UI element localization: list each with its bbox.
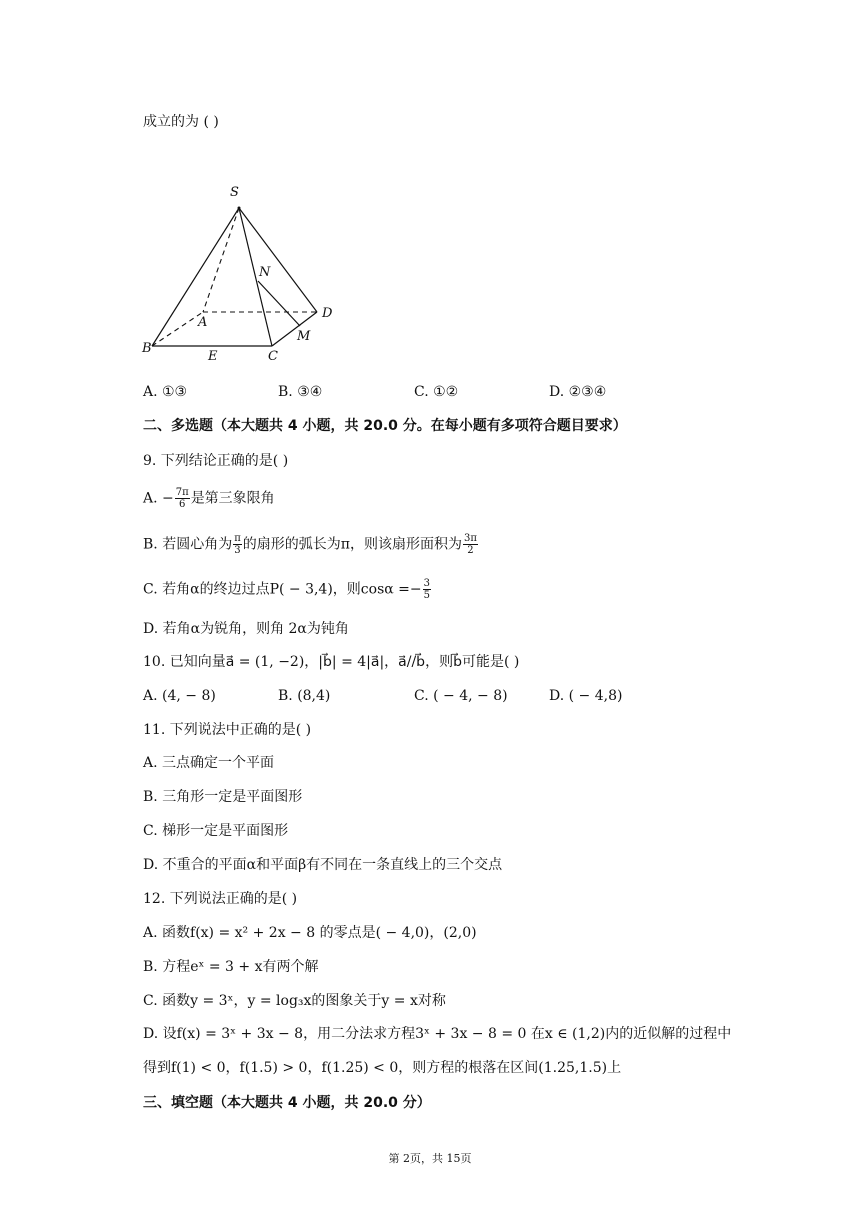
q8-option-a[interactable]: A. ①③ — [143, 384, 188, 400]
label-B: B — [142, 341, 152, 356]
q8-option-d[interactable]: D. ②③④ — [549, 384, 607, 400]
edge-BA — [152, 312, 203, 346]
edge-SB — [152, 208, 239, 346]
q11-option-a[interactable]: A. 三点确定一个平面 — [143, 755, 275, 771]
fraction: $\frac{\pi}{3}$ — [234, 533, 241, 556]
edge-SD — [239, 208, 317, 312]
edge-SA — [203, 208, 239, 312]
q10-option-a[interactable]: A. (4, − 8) — [143, 688, 216, 704]
q11-option-b[interactable]: B. 三角形一定是平面图形 — [143, 789, 303, 805]
q10-option-b[interactable]: B. (8,4) — [278, 688, 331, 704]
q9-option-d[interactable]: D. 若角α为锐角，则角 2α为钝角 — [143, 621, 349, 637]
q10-option-d[interactable]: D. ( − 4,8) — [549, 688, 623, 704]
fraction: $\frac{7\pi}{6}$ — [175, 487, 189, 510]
label-S: S — [230, 185, 239, 200]
q10-stem: 10. 已知向量a⃗ = (1, −2)，|b⃗| = 4|a⃗|，a⃗//b⃗，则b⃗可能是( ) — [143, 654, 520, 670]
label-D: D — [322, 306, 333, 321]
pyramid-figure — [140, 178, 340, 368]
q9-option-b[interactable]: B. 若圆心角为 $\frac{\pi}{3}$ 的扇形的弧长为π，则该扇形面积为 $\frac{3\pi}{2}$ — [143, 533, 477, 556]
q12-option-b[interactable]: B. 方程eˣ = 3 + x有两个解 — [143, 959, 319, 975]
q11-option-d[interactable]: D. 不重合的平面α和平面β有不同在一条直线上的三个交点 — [143, 857, 503, 873]
q8-option-b[interactable]: B. ③④ — [278, 384, 323, 400]
fraction: $\frac{3\pi}{2}$ — [463, 533, 477, 556]
q12-option-a[interactable]: A. 函数f(x) = x² + 2x − 8 的零点是( − 4,0)，(2,0) — [143, 925, 477, 941]
label-C: C — [268, 349, 278, 364]
segment-NM — [258, 281, 300, 326]
label-M: M — [297, 329, 311, 344]
label-N: N — [259, 265, 271, 280]
label-A: A — [198, 315, 208, 330]
q11-option-c[interactable]: C. 梯形一定是平面图形 — [143, 823, 289, 839]
q12-stem: 12. 下列说法正确的是( ) — [143, 891, 298, 907]
q12-option-d[interactable]: D. 设f(x) = 3ˣ + 3x − 8，用二分法求方程3ˣ + 3x − 8 = 0 在x ∈ (1,2)内的近似解的过程中 — [143, 1026, 732, 1042]
question-continuation: 成立的为 ( ) — [143, 114, 219, 130]
q8-option-c[interactable]: C. ①② — [414, 384, 459, 400]
q9-option-a[interactable]: A. − $\frac{7\pi}{6}$ 是第三象限角 — [143, 487, 275, 510]
q11-stem: 11. 下列说法中正确的是( ) — [143, 722, 312, 738]
section-heading-multiple-choice: 二、多选题（本大题共 4 小题，共 20.0 分。在每小题有多项符合题目要求） — [143, 418, 627, 434]
fraction: $\frac{3}{5}$ — [423, 578, 431, 601]
q12-option-d-continued: 得到f(1) < 0，f(1.5) > 0，f(1.25) < 0，则方程的根落在区间(1.25,1.5)上 — [143, 1060, 622, 1076]
label-E: E — [208, 349, 218, 364]
q10-option-c[interactable]: C. ( − 4, − 8) — [414, 688, 508, 704]
q9-option-c[interactable]: C. 若角α的终边过点P( − 3,4)，则cosα =− $\frac{3}{5}$ — [143, 578, 431, 601]
section-heading-fill-in: 三、填空题（本大题共 4 小题，共 20.0 分） — [143, 1095, 431, 1111]
q12-option-c[interactable]: C. 函数y = 3ˣ，y = log₃x的图象关于y = x对称 — [143, 993, 446, 1009]
page-footer: 第 2页，共 15页 — [388, 1152, 472, 1165]
q9-stem: 9. 下列结论正确的是( ) — [143, 453, 289, 469]
